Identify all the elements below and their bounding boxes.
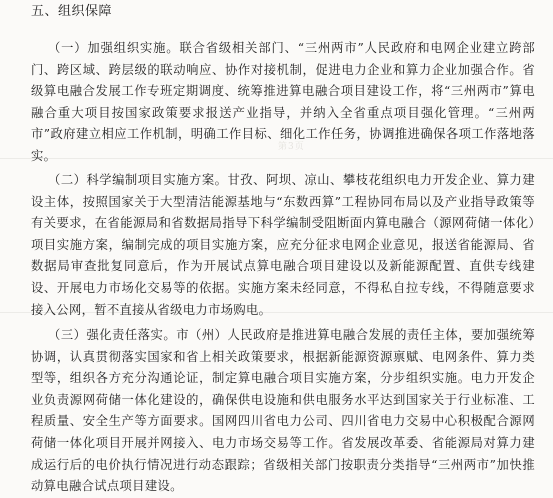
section-heading: 五、组织保障 bbox=[31, 4, 113, 19]
paragraph-implementation-plan: （二）科学编制项目实施方案。甘孜、阿坝、凉山、攀枝花组织电力开发企业、算力建设主体，按照国家关于大型清洁能源基地与“东数西算”工程协同布局以及产业指导政策等有关要求，在省能源局和省数据局指导下科学编制受阻断面内算电融合（源网荷储一体化）项目实施方案，编制完成的项目实施方案，应充分征求电网企业意见，报送省能源局、省数据局审查批复同意后，作为开展试点算电融合项目建设以及新能源配置、直供专线建设、开展电力市场化交易等的依据。实施方案未经同意，不得私自拉专线，不得随意要求接入公网，暂不直接从省级电力市场购电。 bbox=[31, 173, 535, 317]
watermark: 第3页 bbox=[278, 142, 305, 152]
paragraph-organization-implementation: （一）加强组织实施。联合省级相关部门、“三州两市”人民政府和电网企业建立跨部门、跨区域、跨层级的联动响应、协作对接机制，促进电力企业和算力企业加强合作。省级算电融合发展工作专班定期调度、统筹推进算电融合项目建设工作，将“三州两市”算电融合重大项目按国家政策要求报送产业指导，并纳入全省重点项目强化管理。“三州两市”政府建立相应工作机制，明确工作目标、细化工作任务，协调推进确保各项工作落地落实。 bbox=[31, 41, 535, 163]
paragraph-responsibility: （三）强化责任落实。市（州）人民政府是推进算电融合发展的责任主体，要加强统筹协调，认真贯彻落实国家和省上相关政策要求，根据新能源资源禀赋、电网条件、算力类型等，组织各方充分沟通论证，制定算电融合项目实施方案，分步组织实施。电力开发企业负责源网荷储一体化建设的，确保供电设施和供电服务水平达到国家关于行业标准、工程质量、安全生产等方面要求。国网四川省电力公司、四川省电力交易中心积极配合源网荷储一体化项目开展并网接入、电力市场交易等工作。省发展改革委、省能源局对算力建成运行后的电价执行情况进行动态跟踪；省级相关部门按职责分类指导“三州两市”加快推动算电融合试点项目建设。 bbox=[31, 328, 535, 494]
